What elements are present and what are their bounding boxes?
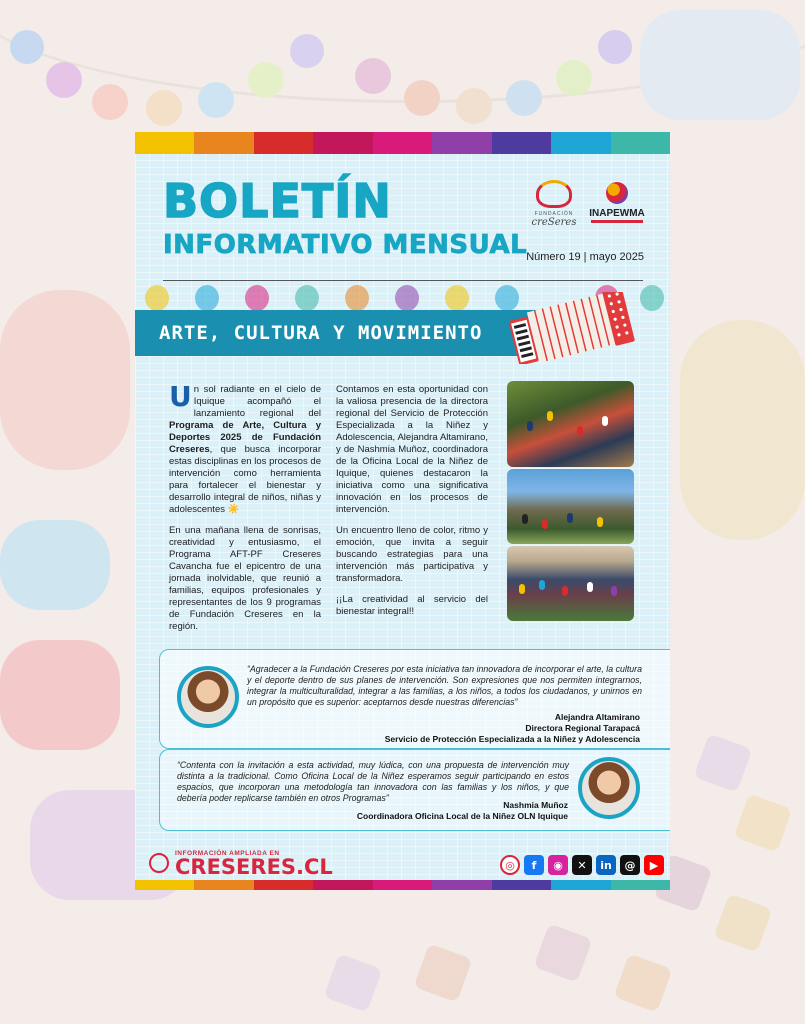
inapewma-logo-icon [606,182,628,204]
event-photo-3 [507,546,634,621]
quote-2-text: “Contenta con la invitación a esta actividad, muy lúdica, con una propuesta de intervención muy distinta a la tradicional. Como Oficina Local de la Niñez esperamos seguir participando en estos espacios, que incorporan una metodología tan innovadora con las familias y los niños, y que debería poder replicarse también en otros Programas” [177,760,569,803]
event-photo-2 [507,469,634,544]
avatar-alejandra [177,666,239,728]
decor-dot [146,90,182,126]
article-col2-p1: Contamos en esta oportunidad con la valiosa presencia de la directora regional del Servicio de Protección Especializada a la Niñez y Adolescencia, Alejandra Altamirano, y de Nashmia Muñoz, coordinadora de la Oficina Local de la Niñez de Iquique, quienes destacaron la iniciativa como una significativa innovación en los procesos de intervención. [336,384,488,515]
stripe-segment [373,880,432,890]
newsletter-page [135,132,670,890]
decor-dot [404,80,440,116]
decor-dot [355,58,391,94]
globe-icon[interactable]: ◎ [500,855,520,875]
footer-website-link[interactable]: CRESERES.CL [175,855,333,879]
inapewma-logo-bar [591,220,643,223]
linkedin-icon[interactable]: in [596,855,616,875]
decor-puzzle-piece [534,924,593,983]
quote-1-name: Alejandra Altamirano [554,712,640,722]
quote-1-text: “Agradecer a la Fundación Creseres por esta iniciativa tan innovadora de incorporar el arte, la cultura y el deporte dentro de sus planes de intervención. Son expresiones que nos permiten integrarnos, integrar la multiculturalidad, integrar a las familias, a los niños, a todos los ciudadanos, y unirnos en un propósito que es superior: aceptarnos desde nuestras diferencias” [247,664,642,707]
stripe-segment [194,132,253,154]
decor-speech-bubble [640,10,800,120]
quote-1-signature [385,712,640,745]
quote-2-signature [357,800,568,822]
article-col2-p2: Un encuentro lleno de color, ritmo y emoción, que invita a seguir buscando estrategias para una intervención más participativa y transformadora. [336,525,488,584]
dropcap: U [169,380,192,413]
inapewma-logo-name: INAPEWMA [589,208,645,219]
social-links [500,855,664,875]
article-col1-p1-a: n sol radiante en el cielo de Iquique acompañó el lanzamiento regional del [193,384,321,419]
stripe-segment [254,132,313,154]
creseres-logo-top: FUNDACIÓN [534,211,574,217]
creseres-logo-icon [536,180,572,208]
decor-dot [456,88,492,124]
stripe-segment [432,132,491,154]
decor-puzzle-piece [714,894,773,953]
title-boletin: BOLETÍN [163,174,392,228]
decor-puzzle-piece [614,954,673,1013]
color-stripe-top [135,132,670,154]
decor-dot [556,60,592,96]
issue-number: Número 19 | mayo 2025 [526,251,644,263]
stripe-segment [194,880,253,890]
quote-2-name: Nashmia Muñoz [503,800,568,810]
decor-speech-bubble [0,520,110,610]
decor-puzzle-piece [734,794,793,853]
decor-dot [248,62,284,98]
quote-1-role2: Servicio de Protección Especializada a la Niñez y Adolescencia [384,734,640,744]
quote-1-role1: Directora Regional Tarapacá [525,723,640,733]
stripe-segment [551,132,610,154]
stripe-segment [611,880,670,890]
stripe-segment [551,880,610,890]
event-photo-1 [507,381,634,467]
creseres-logo [530,180,578,228]
section-title: ARTE, CULTURA Y MOVIMIENTO [159,322,483,344]
creseres-logo-name: creSeres [531,217,577,228]
decor-speech-bubble [0,640,120,750]
color-stripe-bottom [135,880,670,890]
decor-puzzle-piece [414,944,473,1003]
decor-dot [290,34,324,68]
decor-lightbulb [680,320,805,540]
decor-dot [10,30,44,64]
stripe-segment [432,880,491,890]
decor-dot [506,80,542,116]
header-divider [163,280,643,281]
article-col1-p1-b: , que busca incorporar estas disciplinas en los procesos de intervención como herramienta para fortalecer el bienestar y desarrollo integral de niños, niñas y adolescentes ☀️ [169,444,321,515]
decor-dot [46,62,82,98]
instagram-icon[interactable]: ◉ [548,855,568,875]
article-column-1 [169,380,321,642]
footer-info-label: INFORMACIÓN AMPLIADA EN [175,850,280,857]
globe-icon [149,853,169,873]
stripe-segment [313,880,372,890]
article-column-2 [336,384,488,627]
article-col1-p1-bold: Programa de Arte, Cultura y Deportes 2025 de Fundación Creseres [169,420,321,455]
stripe-segment [492,132,551,154]
inapewma-logo [587,182,647,223]
title-informativo-mensual: INFORMATIVO MENSUAL [163,230,528,260]
decor-puzzle-piece [694,734,753,793]
accordion-icon [510,292,635,364]
stripe-segment [492,880,551,890]
decor-dot [198,82,234,118]
decor-puzzle-piece [324,954,383,1013]
stripe-segment [135,132,194,154]
decor-dot [598,30,632,64]
quote-2-role1: Coordinadora Oficina Local de la Niñez OLN Iquique [356,811,568,821]
stripe-segment [254,880,313,890]
stripe-segment [313,132,372,154]
stripe-segment [611,132,670,154]
article-col1-p2: En una mañana llena de sonrisas, creatividad y entusiasmo, el Programa AFT-PF Creseres Cavancha fue el epicentro de una jornada inolvidable, que reunió a familias, equipos profesionales y representantes de los 9 programas de Fundación Creseres en la región. [169,525,321,632]
decor-brain [0,290,130,470]
avatar-nashmia [578,757,640,819]
facebook-icon[interactable]: f [524,855,544,875]
threads-icon[interactable]: @ [620,855,640,875]
article-col2-p3: ¡¡La creatividad al servicio del bienestar integral!! [336,594,488,617]
decor-dot [92,84,128,120]
x-icon[interactable]: ✕ [572,855,592,875]
stripe-segment [373,132,432,154]
youtube-icon[interactable]: ▶ [644,855,664,875]
stripe-segment [135,880,194,890]
